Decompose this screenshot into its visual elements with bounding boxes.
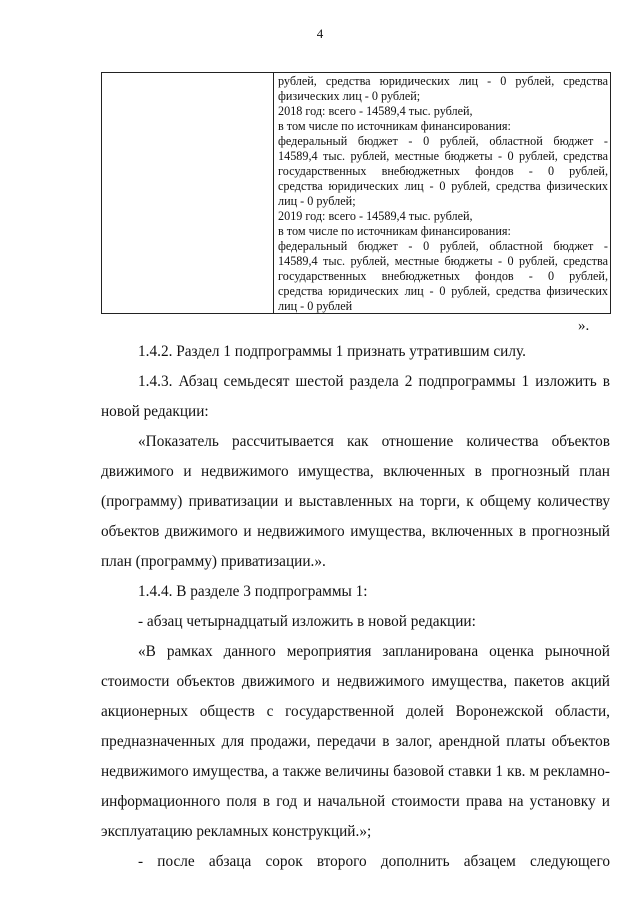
table-cell-line: 14589,4 тыс. рублей, местные бюджеты - 0 рублей, средства	[278, 149, 608, 163]
paragraph-line: недвижимого имущества, а также величины базовой ставки 1 кв. м рекламно-	[101, 763, 610, 780]
table-cell-line: средства юридических лиц - 0 рублей, средства физических	[278, 284, 608, 298]
page-number: 4	[316, 26, 324, 41]
document-body	[101, 337, 610, 877]
closing-quote: ».	[578, 318, 590, 334]
paragraph-line: предназначенных для продажи, передачи в залог, арендной платы объектов	[101, 733, 610, 750]
paragraph-line: - абзац четырнадцатый изложить в новой редакции:	[138, 613, 476, 630]
table-cell-line: 2018 год: всего - 14589,4 тыс. рублей,	[278, 104, 473, 118]
paragraph-line: - после абзаца сорок второго дополнить абзацем следующего	[138, 853, 610, 870]
table-right-cell	[278, 74, 608, 314]
paragraph-line: 1.4.3. Абзац семьдесят шестой раздела 2 подпрограммы 1 изложить в	[138, 373, 610, 390]
table-cell-line: федеральный бюджет - 0 рублей, областной бюджет -	[278, 134, 608, 148]
paragraph-line: 1.4.2. Раздел 1 подпрограммы 1 признать утратившим силу.	[138, 343, 526, 360]
table-cell-line: 14589,4 тыс. рублей, местные бюджеты - 0 рублей, средства	[278, 254, 608, 268]
table-cell-line: федеральный бюджет - 0 рублей, областной бюджет -	[278, 239, 608, 253]
paragraph-line: движимого и недвижимого имущества, включенных в прогнозный план	[101, 463, 610, 480]
table-left-cell	[102, 73, 274, 313]
paragraph-line: стоимости объектов движимого и недвижимого имущества, пакетов акций	[101, 673, 610, 690]
paragraph-line: план (программу) приватизации.».	[101, 553, 326, 570]
table-cell-line: 2019 год: всего - 14589,4 тыс. рублей,	[278, 209, 473, 223]
paragraph-line: акционерных обществ с государственной долей Воронежской области,	[101, 703, 610, 720]
paragraph-line: (программу) приватизации и выставленных на торги, к общему количеству	[101, 493, 610, 510]
table-cell-line: государственных внебюджетных фондов - 0 рублей,	[278, 269, 608, 283]
table-cell-line: в том числе по источникам финансирования:	[278, 224, 511, 238]
paragraph-line: 1.4.4. В разделе 3 подпрограммы 1:	[138, 583, 368, 600]
table-cell-line: рублей, средства юридических лиц - 0 рублей, средства	[278, 74, 608, 88]
paragraph-line: новой редакции:	[101, 403, 209, 420]
paragraph-line: «Показатель рассчитывается как отношение количества объектов	[138, 433, 610, 450]
financing-table	[101, 72, 611, 314]
table-cell-line: средства юридических лиц - 0 рублей, средства физических	[278, 179, 608, 193]
paragraph-line: «В рамках данного мероприятия запланирована оценка рыночной	[138, 643, 610, 660]
table-cell-line: лиц - 0 рублей;	[278, 194, 356, 208]
table-cell-line: государственных внебюджетных фондов - 0 рублей,	[278, 164, 608, 178]
paragraph-line: эксплуатацию рекламных конструкций.»;	[101, 823, 372, 840]
paragraph-line: информационного поля в год и начальной стоимости права на установку и	[101, 793, 610, 810]
paragraph-line: объектов движимого и недвижимого имущества, включенных в прогнозный	[101, 523, 610, 540]
table-cell-line: в том числе по источникам финансирования:	[278, 119, 511, 133]
table-cell-line: физических лиц - 0 рублей;	[278, 89, 421, 103]
table-cell-line: лиц - 0 рублей	[278, 299, 353, 313]
